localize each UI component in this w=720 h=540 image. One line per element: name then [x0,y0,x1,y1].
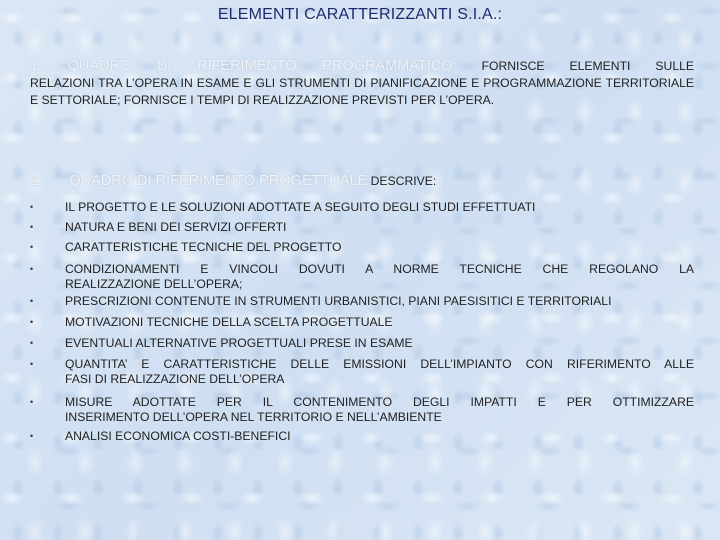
list-item [30,336,694,351]
bullet-icon: • [30,338,34,348]
section-2-lead: DESCRIVE: [370,174,437,188]
list-item-text-continued: FASI DI REALIZZAZIONE DELL’OPERA [65,372,285,386]
section-2-heading-row [30,171,694,191]
slide-title: ELEMENTI CARATTERIZZANTI S.I.A.: [217,6,503,23]
bullet-icon: • [30,397,34,407]
bullet-icon: • [30,242,34,252]
section-1 [30,58,694,109]
list-item-text: PRESCRIZIONI CONTENUTE IN STRUMENTI URBANISTICI, PIANI PAESISITICI E TERRITORIALI [65,294,612,308]
section-1-lead: FORNISCE ELEMENTI SULLE [481,59,695,73]
list-item [30,294,694,309]
list-item [30,240,694,255]
bullet-icon: • [30,359,34,369]
list-item [30,357,694,387]
bullet-icon: • [30,431,34,441]
list-item-text: ANALISI ECONOMICA COSTI-BENEFICI [65,429,291,443]
list-item-text-continued: INSERIMENTO DELL’OPERA NEL TERRITORIO E NELL’AMBIENTE [65,410,442,424]
list-item-text: MISURE ADOTTATE PER IL CONTENIMENTO DEGLI IMPATTI E PER OTTIMIZZARE [65,395,694,409]
list-item [30,262,694,292]
list-item-text: QUANTITA’ E CARATTERISTICHE DELLE EMISSIONI DELL’IMPIANTO CON RIFERIMENTO ALLE [65,357,694,371]
bullet-icon: • [30,296,34,306]
list-item-text-continued: REALIZZAZIONE DELL’OPERA; [65,277,243,291]
section-1-body: RELAZIONI TRA L’OPERA IN ESAME E GLI STRUMENTI DI PIANIFICAZIONE E PROGRAMMAZIONE TERRITORIALE E SETTORIALE; FORNISCE I TEMPI DI REALIZZAZIONE PREVISTI PER L’OPERA. [30,76,694,107]
list-item [30,429,694,444]
section-2-heading: QUADRO DI RIFERIMENTO PROGETTUALE [69,173,368,189]
bullet-icon: • [30,317,34,327]
list-item-text: CARATTERISTICHE TECNICHE DEL PROGETTO [65,240,342,254]
bullet-icon: • [30,264,34,274]
section-1-first-line [30,58,694,75]
list-item-text: IL PROGETTO E LE SOLUZIONI ADOTTATE A SEGUITO DEGLI STUDI EFFETTUATI [65,200,536,214]
bullet-icon: • [30,202,34,212]
list-item [30,200,694,215]
list-item-text: NATURA E BENI DEI SERVIZI OFFERTI [65,220,287,234]
bullet-icon: • [30,222,34,232]
list-item-text: MOTIVAZIONI TECNICHE DELLA SCELTA PROGETTUALE [65,315,393,329]
list-item [30,315,694,330]
list-item [30,220,694,235]
section-2-number: 2. [30,173,43,189]
list-item-text: EVENTUALI ALTERNATIVE PROGETTUALI PRESE IN ESAME [65,336,413,350]
section-1-heading: 1. QUADRO DI RIFERIMENTO PROGRAMMATICO: [30,58,457,74]
list-item [30,395,694,425]
list-item-text: CONDIZIONAMENTI E VINCOLI DOVUTI A NORME TECNICHE CHE REGOLANO LA [65,262,694,276]
